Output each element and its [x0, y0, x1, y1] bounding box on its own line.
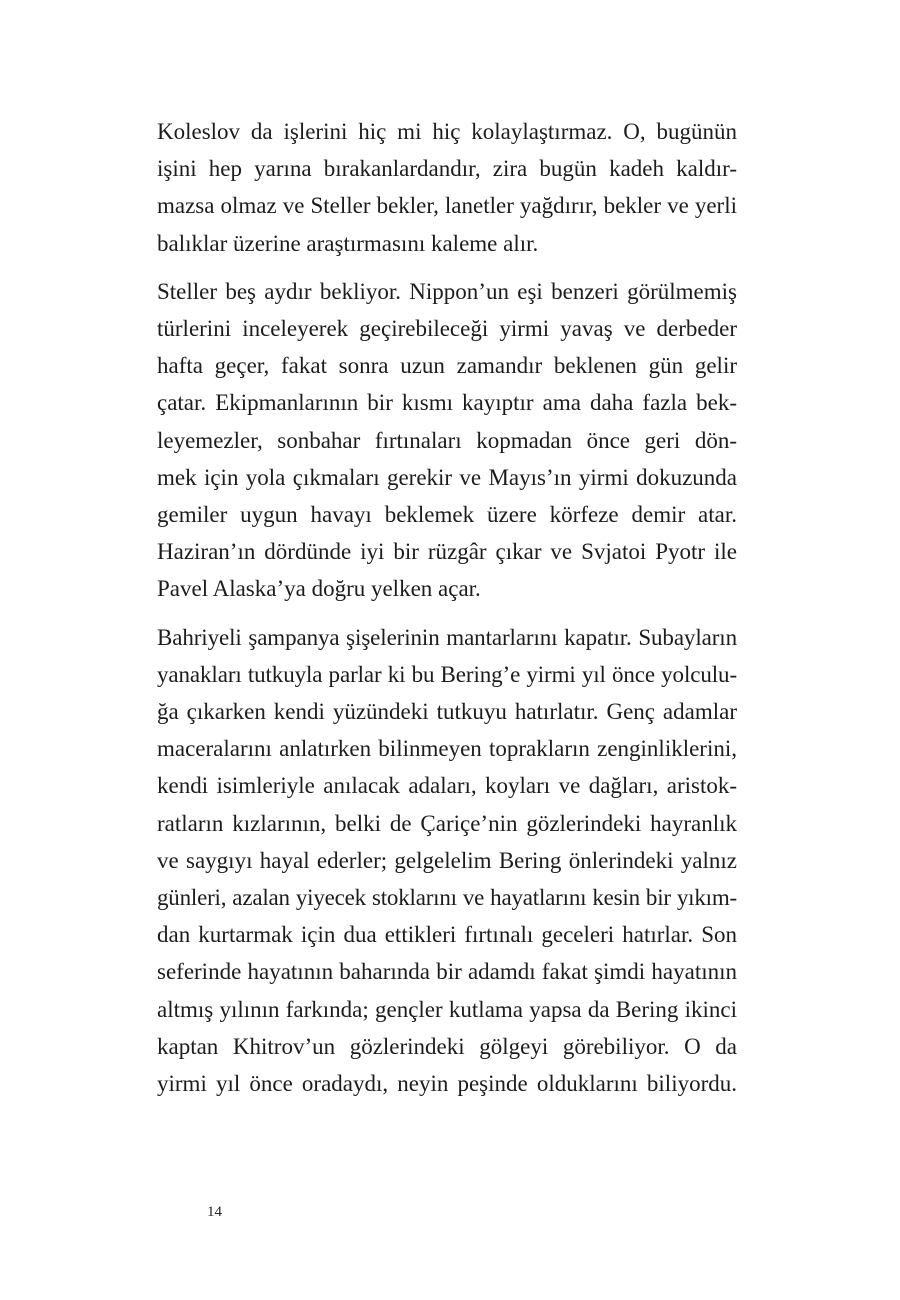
- text-line: maceralarını anlatırken bilinmeyen toprakların zenginliklerini,: [157, 736, 737, 762]
- text-line: kendi isimleriyle anılacak adaları, koyları ve dağları, aristok-: [157, 773, 737, 799]
- text-line: yanakları tutkuyla parlar ki bu Bering’e yirmi yıl önce yolculu-: [157, 661, 737, 687]
- body-text: [157, 113, 737, 1102]
- text-line: Haziran’ın dördünde iyi bir rüzgâr çıkar ve Svjatoi Pyotr ile: [157, 539, 737, 565]
- text-line: altmış yılının farkında; gençler kutlama yapsa da Bering ikinci: [157, 996, 737, 1022]
- text-line: kaptan Khitrov’un gözlerindeki gölgeyi görebiliyor. O da: [157, 1033, 737, 1059]
- paragraph-1: [157, 113, 737, 262]
- text-line: Pavel Alaska’ya doğru yelken açar.: [157, 576, 481, 602]
- text-line: balıklar üzerine araştırmasını kaleme alır.: [157, 230, 539, 256]
- text-line: ratların kızlarının, belki de Çariçe’nin gözlerindeki hayranlık: [157, 810, 737, 836]
- text-line: işini hep yarına bırakanlardandır, zira bugün kadeh kaldır-: [157, 156, 737, 182]
- text-line: türlerini inceleyerek geçirebileceği yirmi yavaş ve derbeder: [157, 316, 737, 342]
- text-line: hafta geçer, fakat sonra uzun zamandır beklenen gün gelir: [157, 353, 737, 379]
- paragraph-3: [157, 619, 737, 1103]
- text-line: dan kurtarmak için dua ettikleri fırtınalı geceleri hatırlar. Son: [157, 922, 737, 948]
- text-line: leyemezler, sonbahar fırtınaları kopmadan önce geri dön-: [157, 427, 737, 453]
- text-line: ve saygıyı hayal ederler; gelgelelim Bering önlerindeki yalnız: [157, 847, 737, 873]
- text-line: günleri, azalan yiyecek stoklarını ve hayatlarını kesin bir yıkım-: [157, 885, 737, 911]
- page-number: 14: [207, 1204, 222, 1220]
- text-line: Bahriyeli şampanya şişelerinin mantarlarını kapatır. Subayların: [157, 624, 737, 650]
- text-line: gemiler uygun havayı beklemek üzere körfeze demir atar.: [157, 502, 737, 528]
- text-line: Koleslov da işlerini hiç mi hiç kolaylaştırmaz. O, bugünün: [157, 119, 737, 144]
- text-line: çatar. Ekipmanlarının bir kısmı kayıptır ama daha fazla bek-: [157, 390, 737, 416]
- text-line: seferinde hayatının baharında bir adamdı fakat şimdi hayatının: [157, 959, 737, 985]
- text-line: Steller beş aydır bekliyor. Nippon’un eşi benzeri görülmemiş: [157, 278, 737, 304]
- paragraph-2: [157, 273, 737, 608]
- text-line: yirmi yıl önce oradaydı, neyin peşinde olduklarını biliyordu.: [157, 1071, 737, 1097]
- text-line: mazsa olmaz ve Steller bekler, lanetler yağdırır, bekler ve yerli: [157, 193, 737, 219]
- text-line: ğa çıkarken kendi yüzündeki tutkuyu hatırlatır. Genç adamlar: [157, 699, 737, 725]
- text-line: mek için yola çıkmaları gerekir ve Mayıs’ın yirmi dokuzunda: [157, 464, 737, 490]
